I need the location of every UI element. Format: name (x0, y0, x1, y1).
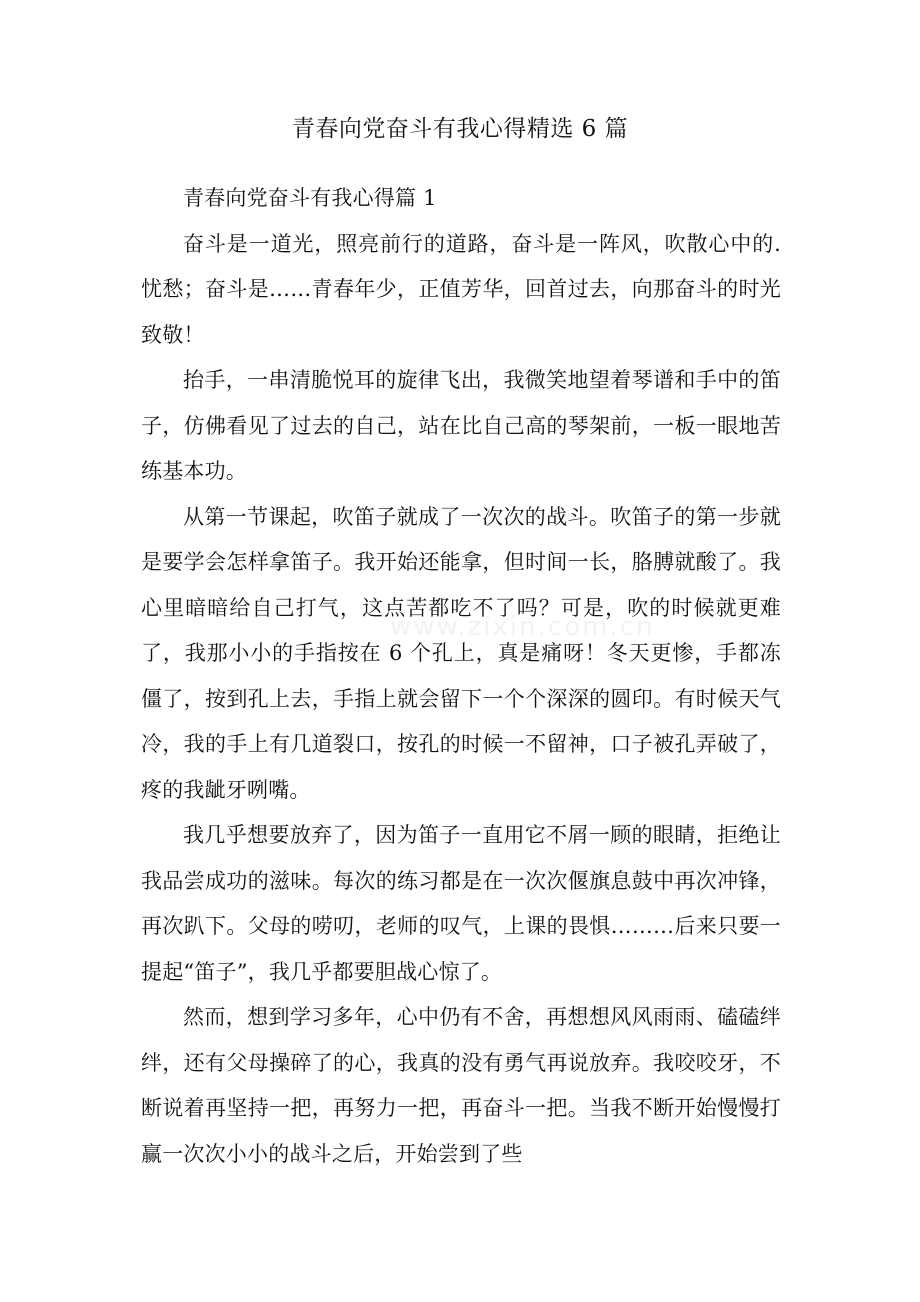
document-title: 青春向党奋斗有我心得精选 6 篇 (291, 116, 629, 142)
paragraph-5: 然而，想到学习多年，心中仍有不舍，再想想风风雨雨、磕磕绊绊，还有父母操碎了的心，我真的没有勇气再说放弃。我咬咬牙，不断说着再坚持一把，再努力一把，再奋斗一把。当我不断开始慢慢打赢一次次小小的战斗之后，开始尝到了些 (141, 1005, 781, 1166)
watermark-text: www.zixin.com.cn (390, 612, 655, 642)
section-heading: 青春向党奋斗有我心得篇 1 (183, 186, 437, 210)
paragraph-3: 从第一节课起，吹笛子就成了一次次的战斗。吹笛子的第一步就是要学会怎样拿笛子。我开始还能拿，但时间一长，胳膊就酸了。我心里暗暗给自己打气，这点苦都吃不了吗？可是，吹的时候就更难了，我那小小的手指按在 6 个孔上，真是痛呀！冬天更惨，手都冻僵了，按到孔上去，手指上就会留下一个个深深的圆印。有时候天气冷，我的手上有几道裂口，按孔的时候一不留神，口子被孔弄破了，疼的我龇牙咧嘴。 (141, 504, 781, 802)
paragraph-2: 抬手，一串清脆悦耳的旋律飞出，我微笑地望着琴谱和手中的笛子，仿佛看见了过去的自己，站在比自己高的琴架前，一板一眼地苦练基本功。 (141, 368, 781, 483)
paragraph-1: 奋斗是一道光，照亮前行的道路，奋斗是一阵风，吹散心中的.忧愁；奋斗是……青春年少，正值芳华，回首过去，向那奋斗的时光致敬！ (141, 231, 781, 347)
document-body (141, 176, 781, 1177)
paragraph-4: 我几乎想要放弃了，因为笛子一直用它不屑一顾的眼睛，拒绝让我品尝成功的滋味。每次的练习都是在一次次偃旗息鼓中再次冲锋，再次趴下。父母的唠叨，老师的叹气，上课的畏惧………后来只要一提起“笛子”，我几乎都要胆战心惊了。 (141, 823, 781, 984)
